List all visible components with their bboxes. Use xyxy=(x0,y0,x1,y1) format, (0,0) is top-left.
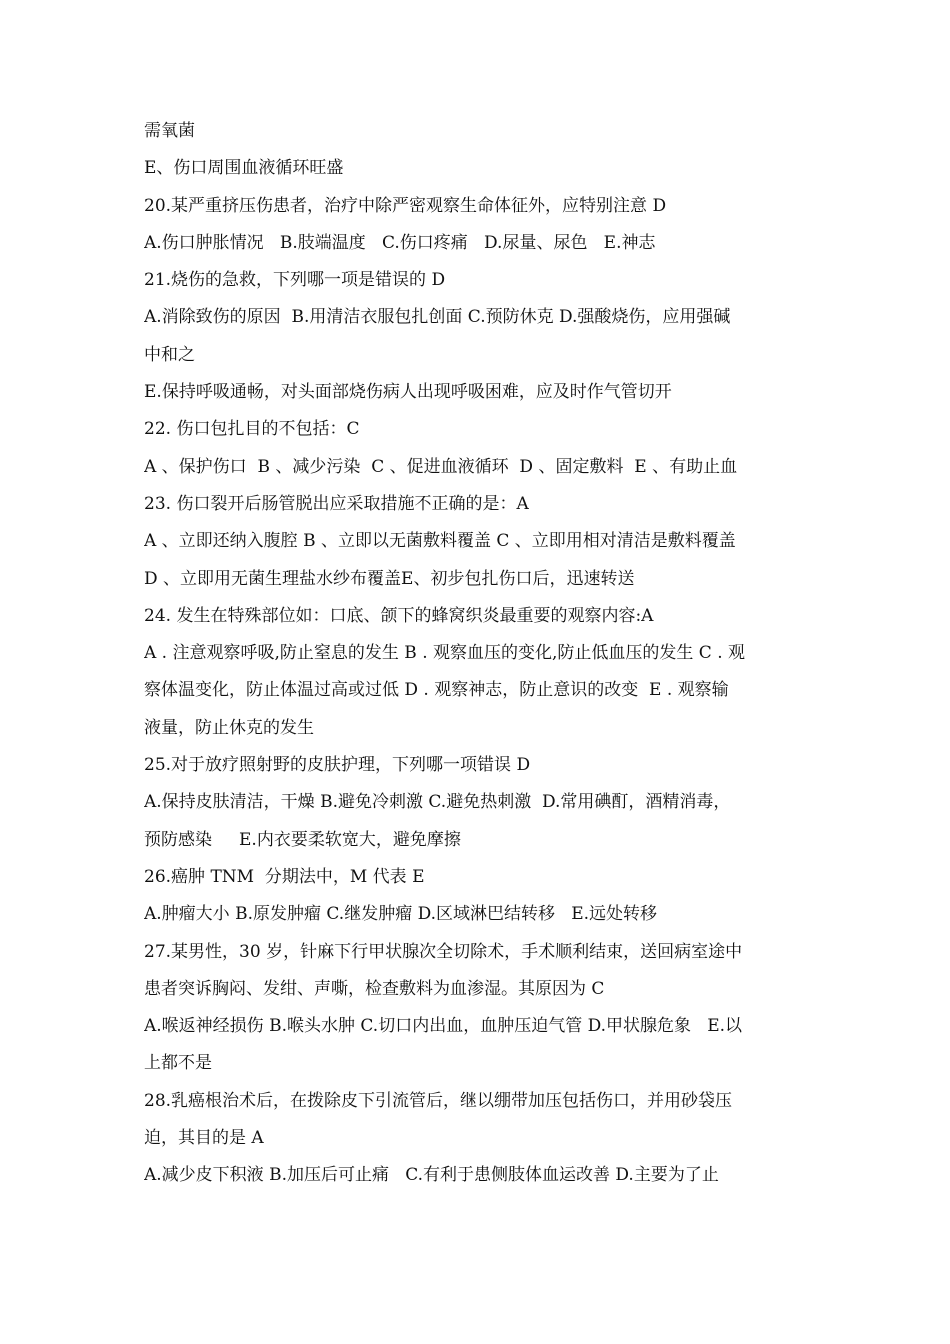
question-27-options: 上都不是 xyxy=(144,1053,212,1074)
question-21-options: 中和之 xyxy=(144,344,195,365)
question-26: 26.癌肿 TNM 分期法中，M 代表 E xyxy=(144,866,425,887)
question-25-options: 预防感染 E.内衣要柔软宽大，避免摩擦 xyxy=(144,829,461,850)
question-20: 20.某严重挤压伤患者，治疗中除严密观察生命体征外，应特别注意 D xyxy=(144,195,667,216)
question-22-options: A 、保护伤口 B 、减少污染 C 、促进血液循环 D 、固定敷料 E 、有助止血 xyxy=(144,456,738,477)
question-22: 22. 伤口包扎目的不包括：C xyxy=(144,419,360,440)
question-27: 患者突诉胸闷、发绀、声嘶，检查敷料为血渗湿。其原因为 C xyxy=(144,978,605,999)
question-23-options: A 、立即还纳入腹腔 B 、立即以无菌敷料覆盖 C 、立即用相对清洁是敷料覆盖 xyxy=(144,531,736,552)
question-27: 27.某男性，30 岁，针麻下行甲状腺次全切除术，手术顺利结束，送回病室途中 xyxy=(144,941,743,962)
question-20-options: A.伤口肿胀情况 B.肢端温度 C.伤口疼痛 D.尿量、尿色 E.神志 xyxy=(144,232,656,253)
question-23: 23. 伤口裂开后肠管脱出应采取措施不正确的是：A xyxy=(144,493,529,514)
question-28-options: A.减少皮下积液 B.加压后可止痛 C.有利于患侧肢体血运改善 D.主要为了止 xyxy=(144,1165,719,1186)
question-24-options: 液量，防止休克的发生 xyxy=(144,717,314,738)
question-24-options: A . 注意观察呼吸,防止窒息的发生 B . 观察血压的变化,防止低血压的发生 C . 观 xyxy=(144,643,746,664)
question-28: 28.乳癌根治术后，在拨除皮下引流管后，继以绷带加压包括伤口，并用砂袋压 xyxy=(144,1090,733,1111)
text-line: 需氧菌 xyxy=(144,121,195,141)
question-24: 24. 发生在特殊部位如：口底、颌下的蜂窝织炎最重要的观察内容:A xyxy=(144,605,654,626)
question-24-options: 察体温变化，防止体温过高或过低 D . 观察神志，防止意识的改变 E . 观察输 xyxy=(144,680,729,701)
question-21: 21.烧伤的急救，下列哪一项是错误的 D xyxy=(144,270,446,291)
question-27-options: A.喉返神经损伤 B.喉头水肿 C.切口内出血，血肿压迫气管 D.甲状腺危象 E.以 xyxy=(144,1016,743,1037)
question-26-options: A.肿瘤大小 B.原发肿瘤 C.继发肿瘤 D.区域淋巴结转移 E.远处转移 xyxy=(144,904,658,925)
question-23-options: D 、立即用无菌生理盐水纱布覆盖E、初步包扎伤口后，迅速转送 xyxy=(144,568,635,589)
question-25: 25.对于放疗照射野的皮肤护理，下列哪一项错误 D xyxy=(144,755,531,776)
question-28: 迫，其目的是 A xyxy=(144,1128,264,1149)
page-text xyxy=(144,113,812,1195)
text-line: E、伤口周围血液循环旺盛 xyxy=(144,158,344,179)
question-21-options: A.消除致伤的原因 B.用清洁衣服包扎创面 C.预防休克 D.强酸烧伤，应用强碱 xyxy=(144,307,731,328)
question-21-options: E.保持呼吸通畅，对头面部烧伤病人出现呼吸困难，应及时作气管切开 xyxy=(144,382,672,403)
question-25-options: A.保持皮肤清洁，干燥 B.避免冷刺激 C.避免热刺激 D.常用碘酊，酒精消毒， xyxy=(144,792,731,813)
